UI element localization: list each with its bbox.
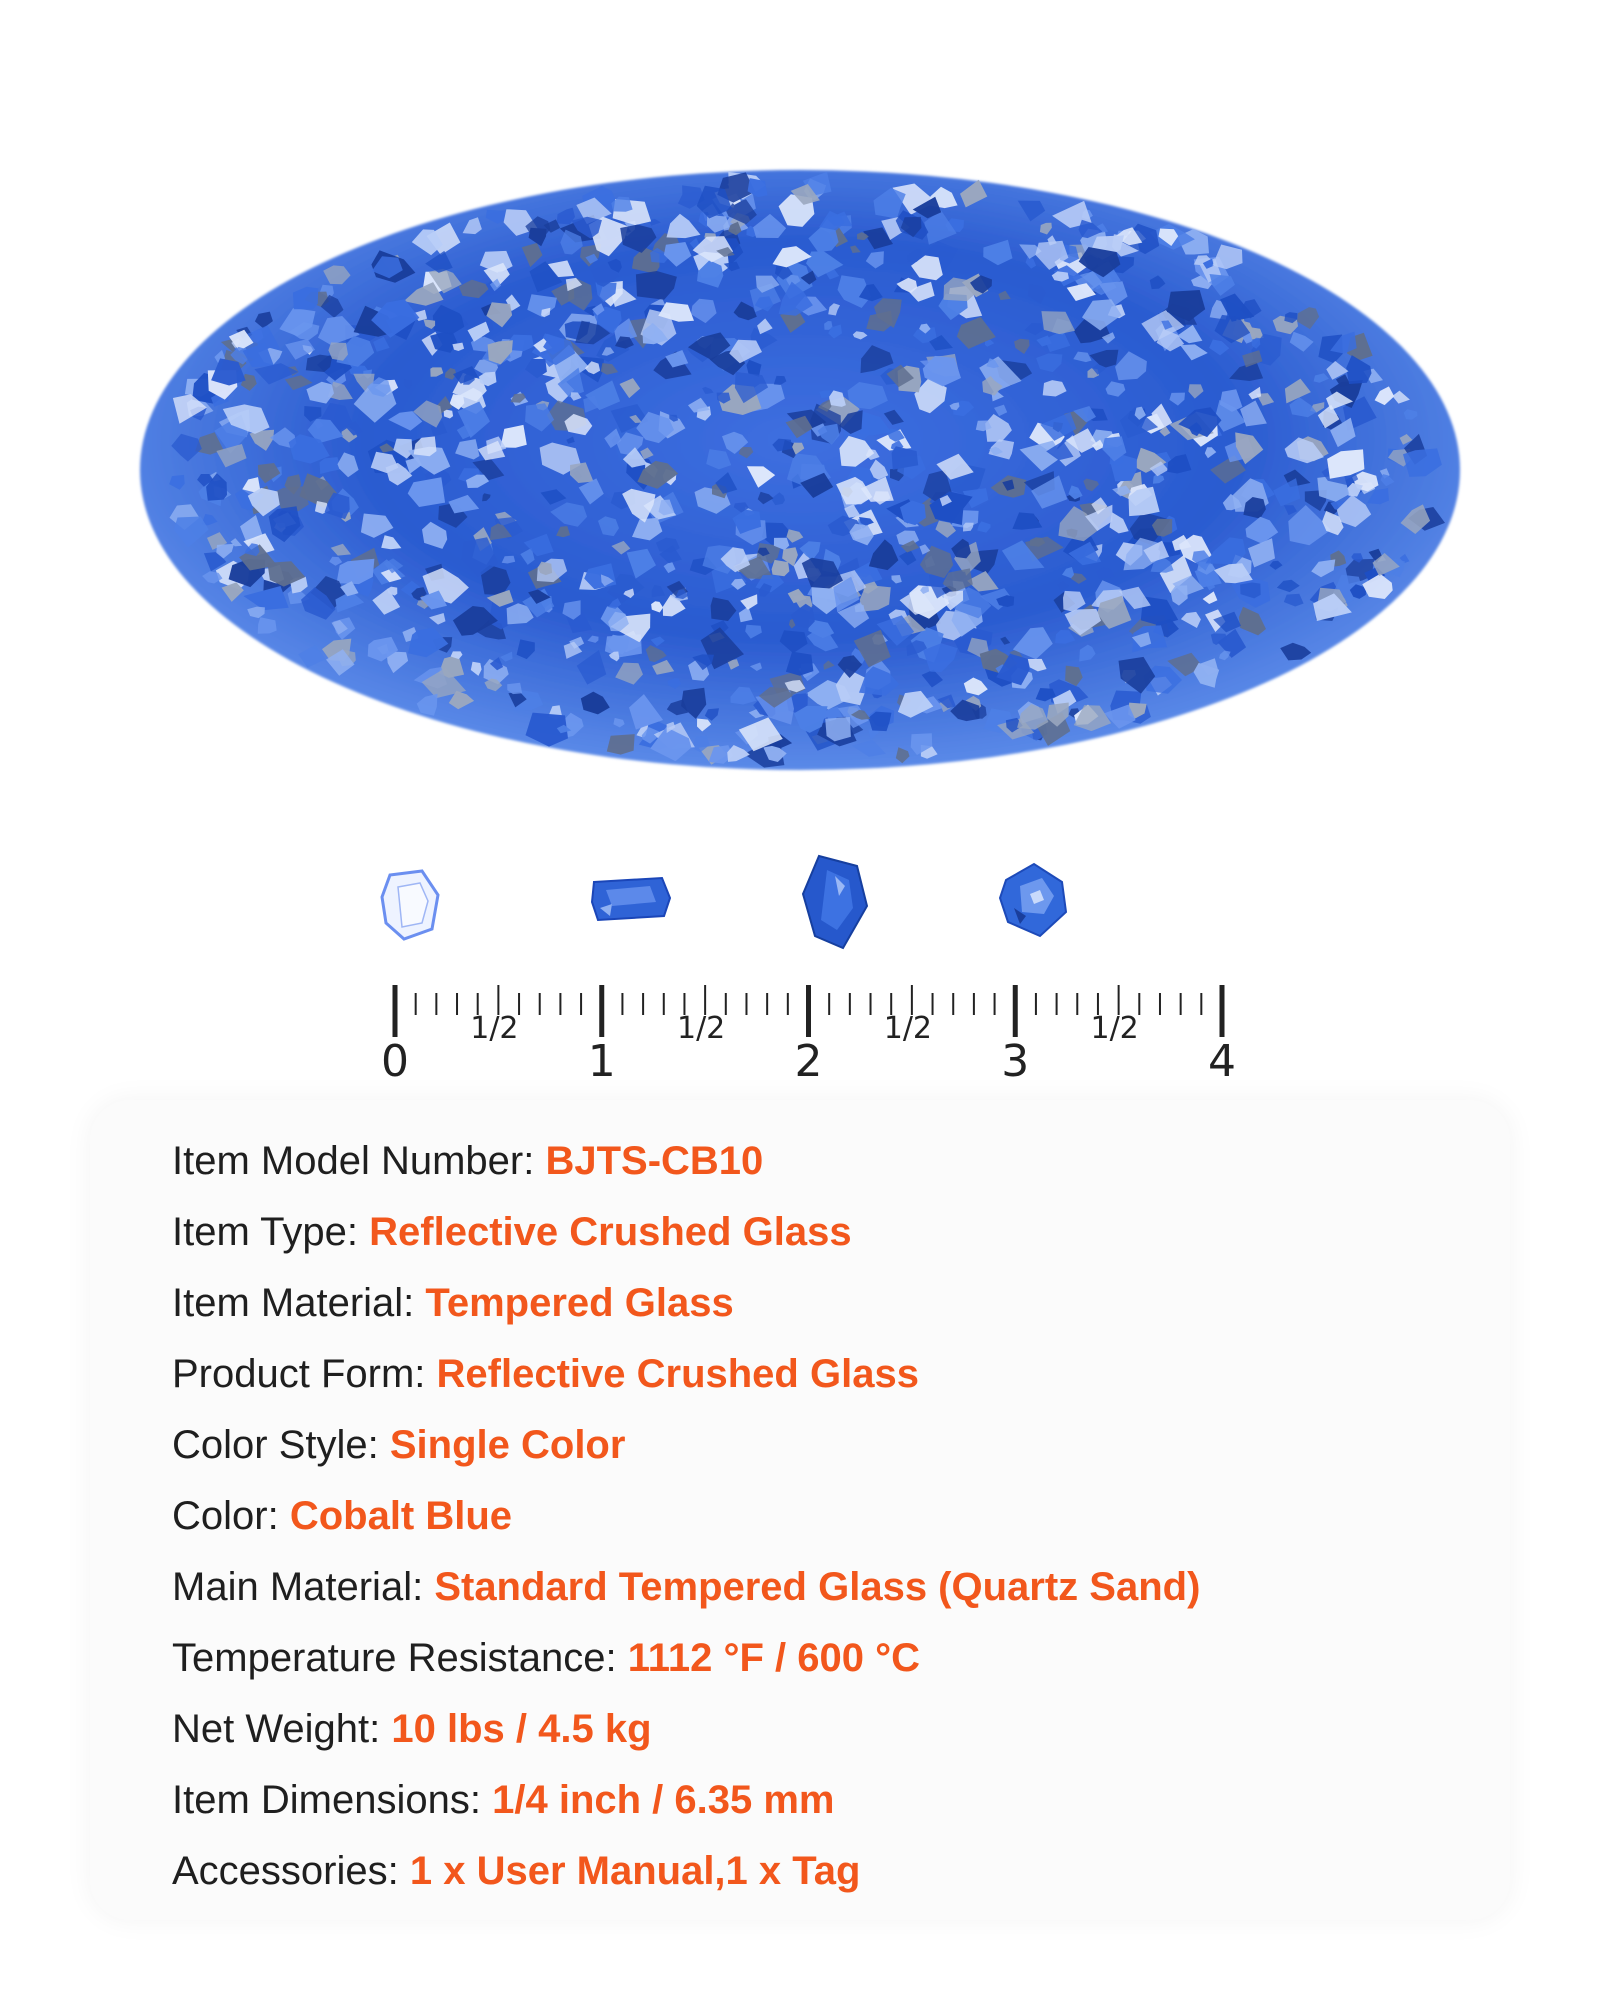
spec-label: Item Model Number: (172, 1139, 546, 1183)
spec-label: Temperature Resistance: (172, 1636, 628, 1680)
spec-value: Cobalt Blue (289, 1494, 513, 1538)
spec-label: Item Material: (172, 1281, 426, 1325)
spec-row (172, 1554, 1200, 1625)
glass-piece-shard-icon (803, 856, 867, 948)
ruler-half-label: 1/2 (470, 1011, 519, 1046)
spec-value: 1112 °F / 600 °C (627, 1636, 920, 1680)
spec-value: Tempered Glass (425, 1281, 734, 1325)
spec-label: Color: (172, 1494, 290, 1538)
measurement-ruler (0, 950, 1600, 1090)
ruler-major-label: 1 (587, 1036, 616, 1087)
ruler-major-label: 4 (1208, 1036, 1236, 1087)
spec-value: Single Color (389, 1423, 626, 1467)
spec-label: Product Form: (172, 1352, 437, 1396)
spec-row (172, 1625, 1200, 1696)
ruler-major-label: 2 (794, 1036, 823, 1087)
spec-value: Standard Tempered Glass (Quartz Sand) (434, 1565, 1201, 1609)
spec-value: 10 lbs / 4.5 kg (391, 1707, 652, 1751)
spec-row (172, 1270, 1200, 1341)
spec-label: Accessories: (172, 1849, 410, 1893)
ruler-major-label: 0 (381, 1036, 409, 1087)
spec-row (172, 1412, 1200, 1483)
glass-piece-chunk-icon (1000, 864, 1066, 936)
glass-piece-rect-icon (592, 878, 670, 920)
spec-value: 1/4 inch / 6.35 mm (492, 1778, 835, 1822)
spec-label: Main Material: (172, 1565, 435, 1609)
spec-label: Item Type: (172, 1210, 370, 1254)
ruler-half-label: 1/2 (1090, 1011, 1139, 1046)
spec-row (172, 1128, 1200, 1199)
crushed-glass-pile-image (0, 0, 1600, 820)
spec-row (172, 1341, 1200, 1412)
spec-row (172, 1483, 1200, 1554)
ruler-half-label: 1/2 (676, 1011, 726, 1046)
spec-value: BJTS-CB10 (545, 1139, 764, 1183)
spec-row (172, 1838, 1200, 1909)
spec-list (172, 1128, 1200, 1909)
spec-row (172, 1767, 1200, 1838)
ruler-major-label: 3 (1001, 1036, 1030, 1087)
glass-piece-clear-icon (382, 871, 438, 939)
spec-value: 1 x User Manual,1 x Tag (409, 1849, 861, 1893)
glass-shard (772, 560, 790, 576)
spec-value: Reflective Crushed Glass (369, 1210, 852, 1254)
product-image (0, 0, 1600, 820)
spec-label: Item Dimensions: (172, 1778, 493, 1822)
glass-shard (607, 734, 635, 755)
spec-label: Net Weight: (172, 1707, 392, 1751)
ruler-half-label: 1/2 (883, 1011, 933, 1046)
spec-row (172, 1696, 1200, 1767)
spec-row (172, 1199, 1200, 1270)
spec-label: Color Style: (172, 1423, 390, 1467)
spec-value: Reflective Crushed Glass (436, 1352, 919, 1396)
